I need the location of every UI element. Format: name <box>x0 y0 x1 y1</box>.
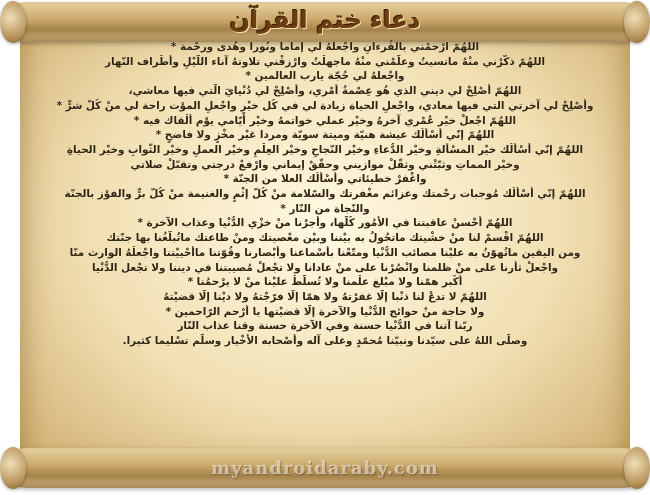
dua-line: ولا حاجة منْ حوائج الدُّنْيا والآخرة إلّا قضيْتها يا أرْحم الرّاحمين * <box>165 305 485 318</box>
dua-line: اللهُمّ أصْلِحْ لي ديني الذي هُو عِصْمةُ أمْري، وأصْلِحْ لي دُنْيايَ الّتي فيها معاشي، <box>128 85 522 98</box>
dua-line: وخيْر المماتِ وثبّتْني وثقّلْ موازيني وحقّقْ إيماني وارْفعْ درجتي وتقبّلْ صلاتي <box>130 158 520 171</box>
page-title: دعاء ختم القرآن <box>229 6 421 34</box>
dua-line: اللهُمّ ارْحمْني بالقُرءانِ واجْعلهُ لي إماما ونُورا وهُدى ورحْمة * <box>170 41 480 53</box>
dua-line: اللهُمّ اقْسمْ لنا منْ خشْيتك ماتحُولُ به بيْننا وبيْن معْصيتك ومنْ طاعتك ماتُبلّغُنا بها جنّتك <box>106 232 544 245</box>
dua-line: ربّنا آتنا في الدُّنْيا حسنة وفي الآخرة حسنة وقنا عذاب النّار <box>177 320 473 333</box>
dua-line: ومن اليقين ماتُهوّنُ به عليْنا مصائب الدُّنْيا ومتّعْنا بأسْماعنا وأبْصارنا وقُوّتنا ماأحْييْتنا واجْعلْهُ الوارث منّا <box>69 246 581 259</box>
dua-line: وصلّى اللهُ على سيّدنا ونبيّنا مُحمّدٍ وعلى آله وأصْحابه الأخْيار وسلّم تسْليما كثيرا. <box>122 335 528 348</box>
dua-line: اللهُمّ لا تدعْ لنا ذنْبا إلّا غفرْتهُ ولا همّا إلّا فرّجْتهُ ولا ديْنا إلّا قضيْتهُ <box>163 290 487 303</box>
dua-line: اللهُمّ إنّي أسْألُك مُوجبات رحْمتك وعزائم مغْفرتك والسّلامة منْ كُلّ إثْمٍ والغنيمة منْ كُلّ برٍّ والفوْز بالجنّة <box>64 188 586 201</box>
dua-line: اللهُمّ إنّي أسْألُك خيْر المسْألةِ وخيْر الدُّعاءِ وخيْر النّجاحِ وخيْر العِلْمِ وخيْر العملِ وخيْر الثّوابِ وخيْر الحياةِ <box>66 143 584 156</box>
dua-line: واجْعلْ ثأرنا على منْ ظلمنا وانْصُرْنا على منْ عادانا ولا تجْعلْ مُصيبتنا في ديننا ولا تجْعل الدُّنْيا <box>91 261 559 274</box>
dua-line: اللهُمّ ذكّرْني منْهُ ماتسيتُ وعلّمْني منْهُ ماجهلْتُ وارْزقْني تلاوتهُ آناء اللّيْلِ وأطْراف النّهار <box>104 55 546 68</box>
dua-line: اللهُمّ أحْسنْ عاقبتنا في الأُمُور كُلّها، وأجرْنا منْ خزْي الدُّنْيا وعذاب الآخرة * <box>137 217 513 230</box>
dua-line: واغْفرْ خطيئاتي وأسْألُك العلا من الجنّة * <box>223 173 427 186</box>
dua-line: وأصْلِحْ لي آخرتي التي فيها معادي، واجْعلِ الحياة زيادة لي في كُل خيْرٍ واجْعلِ الموْت راحة لي منْ كُلّ شرٍّ * <box>56 99 594 112</box>
dua-line: واجْعلهُ لي حُجّة يارب العالمين * <box>245 70 405 83</box>
dua-text <box>22 40 628 448</box>
watermark: myandroidaraby.com <box>211 458 439 479</box>
dua-line: اللهُمّ إنّي أسْألُك عيشة هنيّة وميتة سويّة ومردا غيْر مخْزٍ ولا فاضحٍ * <box>155 129 495 142</box>
dua-line: أكْبر همّنا ولا مبْلغ علْمنا ولا تُسلّطْ عليْنا منْ لا يرْحمُنا * <box>187 276 463 289</box>
dua-line: اللهُمّ اجْعلْ خيْر عُمْري آخرهُ وخيْر عملي خواتمهُ وخيْر أيّامي يوْم ألْقاك فيه * <box>133 114 517 127</box>
dua-line: والنّجاة من النّار * <box>280 202 370 215</box>
